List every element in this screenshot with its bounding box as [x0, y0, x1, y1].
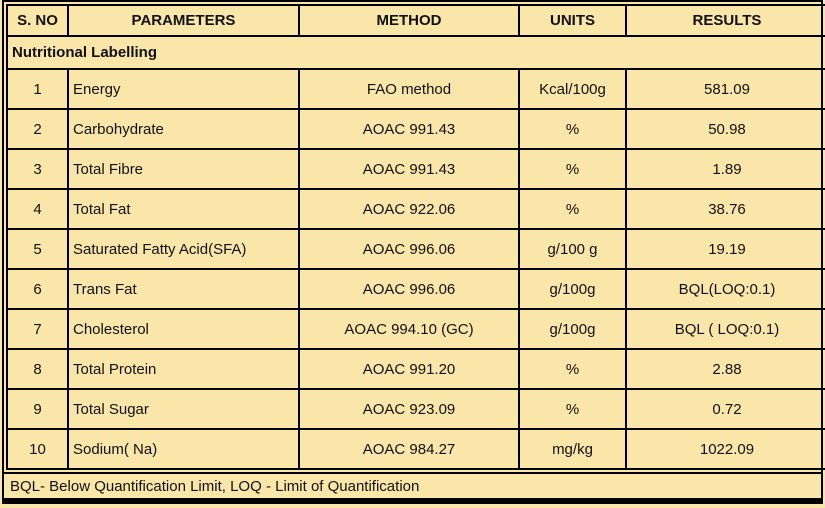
cell-units: % — [519, 349, 626, 389]
cell-result: 1.89 — [626, 149, 825, 189]
cell-parameter: Carbohydrate — [68, 109, 299, 149]
table-row — [7, 389, 825, 429]
cell-parameter: Sodium( Na) — [68, 429, 299, 469]
cell-parameter: Saturated Fatty Acid(SFA) — [68, 229, 299, 269]
table-row — [7, 309, 825, 349]
cell-sno: 4 — [7, 189, 68, 229]
cell-parameter: Total Fat — [68, 189, 299, 229]
cell-method: AOAC 996.06 — [299, 229, 519, 269]
nutrition-results-table — [6, 4, 825, 470]
results-table-frame — [2, 0, 823, 504]
cell-parameter: Trans Fat — [68, 269, 299, 309]
section-header-label: Nutritional Labelling — [7, 36, 825, 69]
table-header — [7, 5, 825, 36]
cell-method: AOAC 923.09 — [299, 389, 519, 429]
table-row — [7, 189, 825, 229]
table-body — [7, 36, 825, 469]
table-row — [7, 149, 825, 189]
header-row — [7, 5, 825, 36]
cell-parameter: Energy — [68, 69, 299, 109]
cell-method: AOAC 984.27 — [299, 429, 519, 469]
cell-sno: 5 — [7, 229, 68, 269]
table-row — [7, 429, 825, 469]
cell-sno: 1 — [7, 69, 68, 109]
footnote: BQL- Below Quantification Limit, LOQ - Limit of Quantification — [4, 472, 821, 498]
cell-method: AOAC 996.06 — [299, 269, 519, 309]
cell-parameter: Cholesterol — [68, 309, 299, 349]
cell-units: mg/kg — [519, 429, 626, 469]
cell-result: 0.72 — [626, 389, 825, 429]
cell-sno: 10 — [7, 429, 68, 469]
cell-result: 38.76 — [626, 189, 825, 229]
cell-method: AOAC 991.20 — [299, 349, 519, 389]
cell-sno: 7 — [7, 309, 68, 349]
cell-units: Kcal/100g — [519, 69, 626, 109]
cell-units: % — [519, 109, 626, 149]
cell-method: AOAC 922.06 — [299, 189, 519, 229]
column-header-units: UNITS — [519, 5, 626, 36]
table-row — [7, 269, 825, 309]
column-header-results: RESULTS — [626, 5, 825, 36]
cell-result: 581.09 — [626, 69, 825, 109]
cell-parameter: Total Protein — [68, 349, 299, 389]
table-row — [7, 349, 825, 389]
cell-sno: 3 — [7, 149, 68, 189]
cell-result: 2.88 — [626, 349, 825, 389]
cell-method: FAO method — [299, 69, 519, 109]
cell-result: BQL(LOQ:0.1) — [626, 269, 825, 309]
cell-method: AOAC 991.43 — [299, 109, 519, 149]
column-header-parameters: PARAMETERS — [68, 5, 299, 36]
cell-sno: 2 — [7, 109, 68, 149]
cell-units: % — [519, 389, 626, 429]
cell-result: 50.98 — [626, 109, 825, 149]
cell-sno: 8 — [7, 349, 68, 389]
cell-units: g/100g — [519, 309, 626, 349]
cell-units: % — [519, 149, 626, 189]
column-header-sno: S. NO — [7, 5, 68, 36]
cell-result: 1022.09 — [626, 429, 825, 469]
cell-units: g/100 g — [519, 229, 626, 269]
cell-method: AOAC 991.43 — [299, 149, 519, 189]
table-row — [7, 229, 825, 269]
cell-sno: 9 — [7, 389, 68, 429]
cell-units: g/100g — [519, 269, 626, 309]
column-header-method: METHOD — [299, 5, 519, 36]
cell-method: AOAC 994.10 (GC) — [299, 309, 519, 349]
cell-result: 19.19 — [626, 229, 825, 269]
cell-parameter: Total Sugar — [68, 389, 299, 429]
cell-result: BQL ( LOQ:0.1) — [626, 309, 825, 349]
cell-parameter: Total Fibre — [68, 149, 299, 189]
section-header-row — [7, 36, 825, 69]
table-row — [7, 69, 825, 109]
cell-units: % — [519, 189, 626, 229]
table-row — [7, 109, 825, 149]
cell-sno: 6 — [7, 269, 68, 309]
